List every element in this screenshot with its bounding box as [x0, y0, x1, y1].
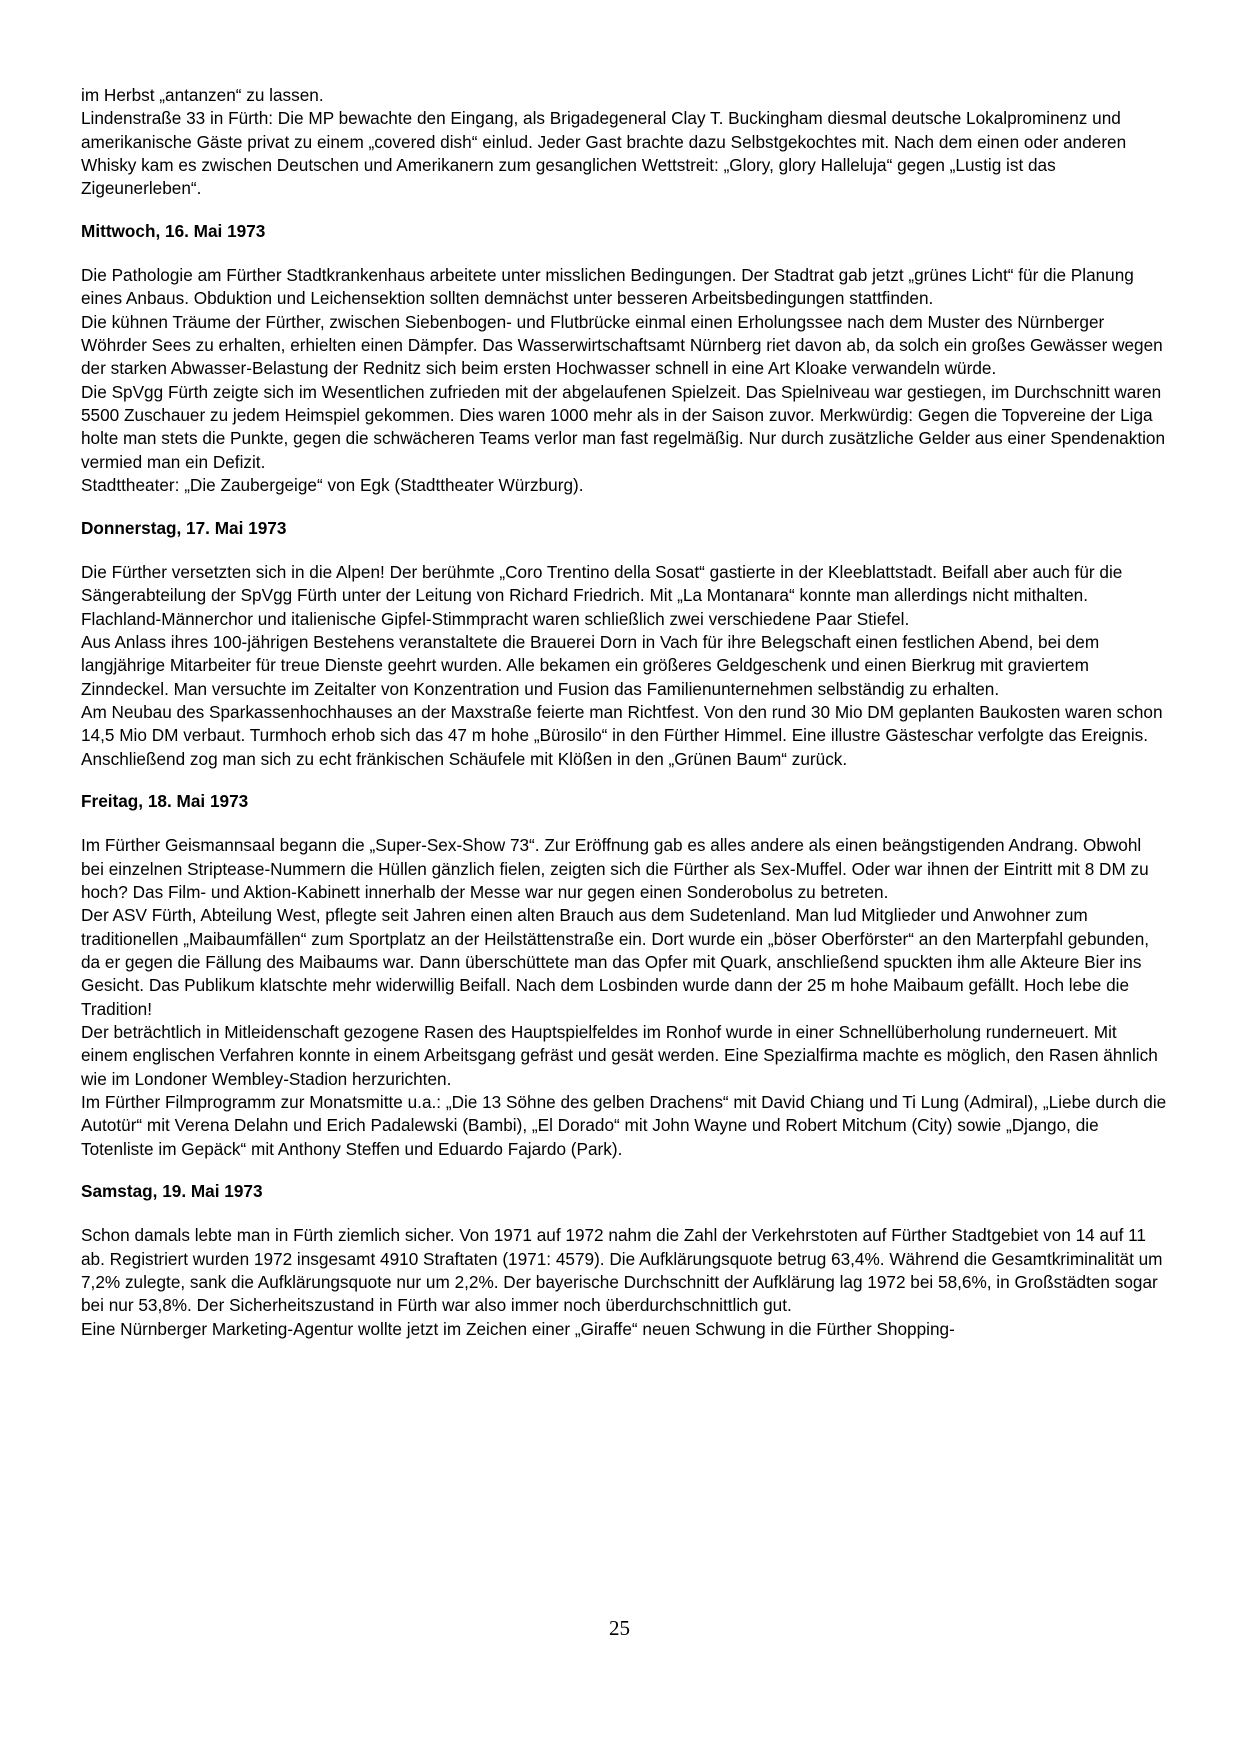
page-number: 25 [609, 1616, 630, 1640]
paragraph: Eine Nürnberger Marketing-Agentur wollte jetzt im Zeichen einer „Giraffe“ neuen Schwung in die Fürther Shopping- [81, 1318, 955, 1339]
section-intro [81, 84, 1167, 201]
document-body [81, 84, 1167, 1341]
paragraph: Der ASV Fürth, Abteilung West, pflegte seit Jahren einen alten Brauch aus dem Sudetenland. Man lud Mitglieder und Anwohner zum traditionellen „Maibaumfällen“ zum Sportplatz an der Heilstättenstraße ein. Dort wurde ein „böser Oberförster“ an den Marterpfahl gebunden, da er gegen die Fällung des Maibaums war. Dann überschüttete man das Opfer mit Quark, anschließend spuckten ihm alle Akteure Bier ins Gesicht. Das Publikum klatschte mehr widerwillig Beifall. Nach dem Losbinden wurde dann der 25 m hohe Maibaum gefällt. Hoch lebe die Tradition! [81, 905, 1150, 1019]
section-samstag-19-mai-1973 [81, 1224, 1167, 1341]
paragraph: Stadttheater: „Die Zaubergeige“ von Egk (Stadttheater Würzburg). [81, 475, 584, 496]
paragraph: im Herbst „antanzen“ zu lassen. [81, 85, 324, 105]
section-heading-samstag-19-mai-1973: Samstag, 19. Mai 1973 [81, 1181, 263, 1202]
paragraph: Schon damals lebte man in Fürth ziemlich sicher. Von 1971 auf 1972 nahm die Zahl der Verkehrstoten auf Fürther Stadtgebiet von 14 auf 11 ab. Registriert wurden 1972 insgesamt 4910 Straftaten (1971: 4579). Die Aufklärungsquote betrug 63,4%. Während die Gesamtkriminalität um 7,2% zulegte, sank die Aufklärungsquote nur um 2,2%. Der bayerische Durchschnitt der Aufklärung lag 1972 bei 58,6%, in Großstädten sogar bei nur 53,8%. Der Sicherheitszustand in Fürth war also immer noch überdurchschnittlich gut. [81, 1225, 1163, 1316]
paragraph: Die Pathologie am Fürther Stadtkrankenhaus arbeitete unter misslichen Bedingungen. Der Stadtrat gab jetzt „grünes Licht“ für die Planung eines Anbaus. Obduktion und Leichensektion sollten demnächst unter besseren Arbeitsbedingungen stattfinden. [81, 265, 1134, 309]
section-heading-mittwoch-16-mai-1973: Mittwoch, 16. Mai 1973 [81, 220, 266, 241]
paragraph: Die kühnen Träume der Fürther, zwischen Siebenbogen- und Flutbrücke einmal einen Erholungssee nach dem Muster des Nürnberger Wöhrder Sees zu erhalten, erhielten einen Dämpfer. Das Wasserwirtschaftsamt Nürnberg riet davon ab, da solch ein großes Gewässer wegen der starken Abwasser-Belastung der Rednitz sich beim ersten Hochwasser schnell in eine Art Kloake verwandeln würde. [81, 311, 1163, 379]
section-mittwoch-16-mai-1973 [81, 264, 1167, 497]
paragraph: Lindenstraße 33 in Fürth: Die MP bewachte den Eingang, als Brigadegeneral Clay T. Buckingham diesmal deutsche Lokalprominenz und amerikanische Gäste privat zu einem „covered dish“ einlud. Jeder Gast brachte dazu Selbstgekochtes mit. Nach dem einen oder anderen Whisky kam es zwischen Deutschen und Amerikanern zum gesanglichen Wettstreit: „Glory, glory Halleluja“ gegen „Lustig ist das Zigeunerleben“. [81, 108, 1127, 199]
paragraph: Die SpVgg Fürth zeigte sich im Wesentlichen zufrieden mit der abgelaufenen Spielzeit. Das Spielniveau war gestiegen, im Durchschnitt waren 5500 Zuschauer zu jedem Heimspiel gekommen. Dies waren 1000 mehr als in der Saison zuvor. Merkwürdig: Gegen die Topvereine der Liga holte man stets die Punkte, gegen die schwächeren Teams verlor man fast regelmäßig. Nur durch zusätzliche Gelder aus einer Spendenaktion vermied man ein Defizit. [81, 381, 1166, 472]
section-donnerstag-17-mai-1973 [81, 561, 1167, 771]
paragraph: Am Neubau des Sparkassenhochhauses an der Maxstraße feierte man Richtfest. Von den rund 30 Mio DM geplanten Baukosten waren schon 14,5 Mio DM verbaut. Turmhoch erhob sich das 47 m hohe „Bürosilo“ in den Fürther Himmel. Eine illustre Gästeschar verfolgte das Ereignis. Anschließend zog man sich zu echt fränkischen Schäufele mit Klößen in den „Grünen Baum“ zurück. [81, 701, 1163, 769]
paragraph: Im Fürther Filmprogramm zur Monatsmitte u.a.: „Die 13 Söhne des gelben Drachens“ mit David Chiang und Ti Lung (Admiral), „Liebe durch die Autotür“ mit Verena Delahn und Erich Padalewski (Bambi), „El Dorado“ mit John Wayne und Robert Mitchum (City) sowie „Django, die Totenliste im Gepäck“ mit Anthony Steffen und Eduardo Fajardo (Park). [81, 1092, 1167, 1159]
section-heading-donnerstag-17-mai-1973: Donnerstag, 17. Mai 1973 [81, 517, 287, 538]
section-heading-freitag-18-mai-1973: Freitag, 18. Mai 1973 [81, 790, 249, 811]
paragraph: Der beträchtlich in Mitleidenschaft gezogene Rasen des Hauptspielfeldes im Ronhof wurde in einer Schnellüberholung runderneuert. Mit einem englischen Verfahren konnte in einem Arbeitsgang gefräst und gesät werden. Eine Spezialfirma machte es möglich, den Rasen ähnlich wie im Londoner Wembley-Stadion herzurichten. [81, 1022, 1158, 1089]
paragraph: Die Fürther versetzten sich in die Alpen! Der berühmte „Coro Trentino della Sosat“ gastierte in der Kleeblattstadt. Beifall aber auch für die Sängerabteilung der SpVgg Fürth unter der Leitung von Richard Friedrich. Mit „La Montanara“ konnte man allerdings nicht mithalten. Flachland-Männerchor und italienische Gipfel-Stimmpracht waren schließlich zwei verschiedene Paar Stiefel. [81, 561, 1123, 629]
paragraph: Im Fürther Geismannsaal begann die „Super-Sex-Show 73“. Zur Eröffnung gab es alles andere als einen beängstigenden Andrang. Obwohl bei einzelnen Striptease-Nummern die Hüllen gänzlich fielen, zeigten sich die Fürther als Sex-Muffel. Oder war ihnen der Eintritt mit 8 DM zu hoch? Das Film- und Aktion-Kabinett innerhalb der Messe war nur gegen einen Sonderobolus zu betreten. [81, 835, 1149, 902]
section-freitag-18-mai-1973 [81, 834, 1167, 1161]
paragraph: Aus Anlass ihres 100-jährigen Bestehens veranstaltete die Brauerei Dorn in Vach für ihre Belegschaft einen festlichen Abend, bei dem langjährige Mitarbeiter für treue Dienste geehrt wurden. Alle bekamen ein größeres Geldgeschenk und einen Bierkrug mit graviertem Zinndeckel. Man versuchte im Zeitalter von Konzentration und Fusion das Familienunternehmen selbständig zu erhalten. [81, 631, 1100, 699]
